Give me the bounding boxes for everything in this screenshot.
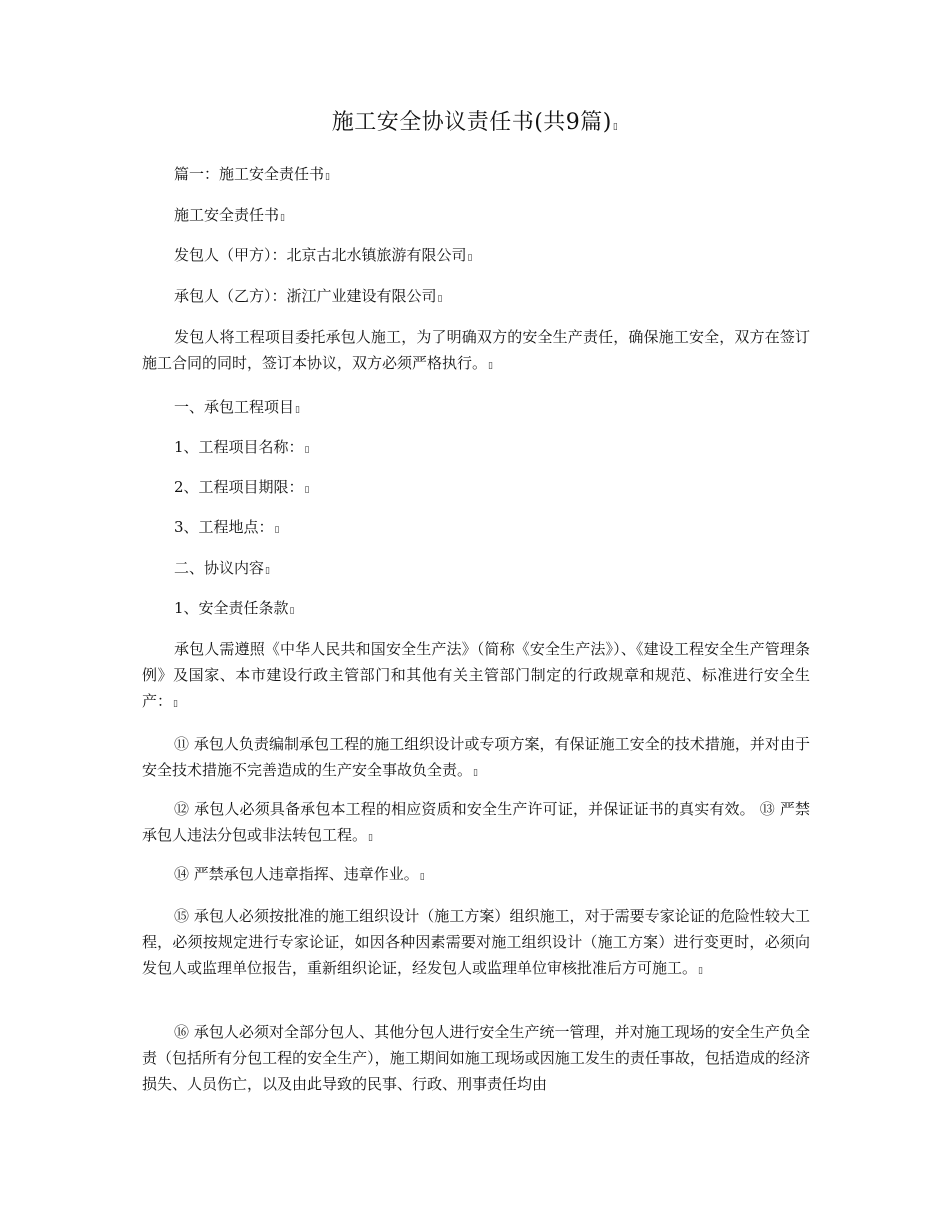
party-a: 发包人（甲方）：北京古北水镇旅游有限公司▯ (174, 246, 473, 264)
paragraph-mark-icon: ▯ (473, 768, 478, 778)
paragraph-mark-icon: ▯ (698, 966, 703, 976)
clause-paragraph: ⑭ 严禁承包人违章指挥、违章作业。▯ (174, 865, 425, 883)
item-project-name: 1、工程项目名称：▯ (174, 438, 310, 456)
section-heading: 一、承包工程项目▯ (174, 398, 300, 416)
paragraph-mark-icon: ▯ (173, 699, 178, 709)
paragraph-mark-icon: ▯ (437, 294, 443, 304)
paragraph-mark-icon: ▯ (325, 172, 330, 182)
party-b: 承包人（乙方）：浙江广业建设有限公司▯ (174, 287, 443, 305)
paragraph-mark-icon: ▯ (304, 445, 310, 455)
clause-paragraph: ⑪ 承包人负责编制承包工程的施工组织设计或专项方案，有保证施工安全的技术措施，并对由于安全技术措施不完善造成的生产安全事故负全责。▯ (142, 735, 810, 779)
paragraph-mark-icon: ▯ (467, 253, 473, 263)
clause-paragraph: ⑯ 承包人必须对全部分包人、其他分包人进行安全生产统一管理，并对施工现场的安全生产负全责（包括所有分包工程的安全生产），施工期间如施工现场或因施工发生的责任事故，包括造成的经济损失、人员伤亡，以及由此导致的民事、行政、刑事责任均由 (142, 1023, 810, 1093)
paragraph-mark-icon: ▯ (295, 405, 300, 415)
document-title: 施工安全协议责任书(共9篇)▯ (331, 110, 619, 135)
paragraph-mark-icon: ▯ (274, 525, 280, 535)
paragraph-mark-icon: ▯ (368, 833, 373, 843)
clause-paragraph: ⑮ 承包人必须按批准的施工组织设计（施工方案）组织施工，对于需要专家论证的危险性较大工程，必须按规定进行专家论证，如因各种因素需要对施工组织设计（施工方案）进行变更时，必须向发包人或监理单位报告，重新组织论证，经发包人或监理单位审核批准后方可施工。▯ (142, 907, 810, 977)
paragraph-mark-icon: ▯ (612, 122, 619, 132)
paragraph-mark-icon: ▯ (419, 872, 425, 882)
clause-heading: 1、安全责任条款▯ (174, 599, 295, 617)
item-project-term: 2、工程项目期限：▯ (174, 478, 310, 496)
doc-subtitle: 施工安全责任书▯ (174, 206, 285, 224)
section-heading: 二、协议内容▯ (174, 559, 270, 577)
chapter-heading: 篇一：施工安全责任书▯ (174, 165, 330, 183)
paragraph-mark-icon: ▯ (488, 361, 493, 371)
paragraph-mark-icon: ▯ (289, 606, 295, 616)
paragraph-mark-icon: ▯ (265, 566, 270, 576)
paragraph-mark-icon: ▯ (280, 213, 285, 223)
clause-paragraph: 承包人需遵照《中华人民共和国安全生产法》（简称《安全生产法》）、《建设工程安全生产管理条例》及国家、本市建设行政主管部门和其他有关主管部门制定的行政规章和规范、标准进行安全生产：▯ (142, 640, 810, 710)
clause-paragraph: ⑫ 承包人必须具备承包本工程的相应资质和安全生产许可证，并保证证书的真实有效。 ⑬ 严禁承包人违法分包或非法转包工程。▯ (142, 800, 810, 844)
item-project-location: 3、工程地点：▯ (174, 518, 280, 536)
paragraph-mark-icon: ▯ (304, 485, 310, 495)
intro-paragraph: 发包人将工程项目委托承包人施工，为了明确双方的安全生产责任，确保施工安全，双方在签订施工合同的同时，签订本协议，双方必须严格执行。▯ (142, 328, 810, 372)
